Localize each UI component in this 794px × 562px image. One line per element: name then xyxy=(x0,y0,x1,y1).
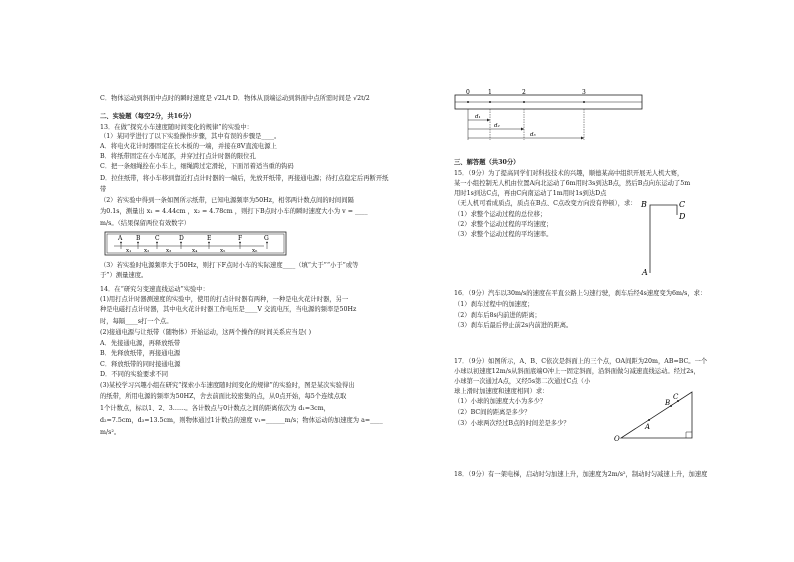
q15-question-1: （1）求整个运动过程的总位移； xyxy=(454,211,547,218)
section2-title: 二、实验题（每空2分，共16分） xyxy=(100,113,196,120)
incline-point-b xyxy=(670,405,672,407)
q17-line1: 17．（9分）如图所示，A、B、C依次是斜面上的三个点，OA间距为20m，AB=BC。一个 xyxy=(454,358,708,365)
q14-3-line5: m/s²。 xyxy=(100,429,121,436)
incline-point-a xyxy=(648,419,650,421)
ruler-d1: d₁ xyxy=(475,114,481,120)
path-label-b: B xyxy=(641,200,647,209)
path-label-c: C xyxy=(679,200,686,209)
tape-label-d: D xyxy=(179,235,184,242)
q13-sub2-line2: 为0.1s，测量出 x₁ = 4.44cm ，x₂ = 4.78cm ，则打下B点时小车的瞬时速度大小为 v = ____ xyxy=(100,208,368,215)
q18-line1: 18．（9分）有一架电梯，启动时匀加速上升，加速度为2m/s²，制动时匀减速上升，加速度 xyxy=(454,471,708,478)
tape-x6: x₆ xyxy=(252,248,258,254)
ruler-tape-figure xyxy=(454,88,644,146)
q13-option-a: A．将电火花计时器固定在长木板的一端，并接在8V直流电源上 xyxy=(100,143,277,150)
tape-label-a: A xyxy=(118,235,123,242)
q14-1-line2: 种是电磁打点计时器，其中电火花计时器工作电压是____V 交流电压，当电源的频率是50Hz xyxy=(100,306,357,313)
q13-option-b: B．将纸带固定在小车尾部，并穿过打点计时器的限位孔 xyxy=(100,153,256,160)
q14-2-option-c: C．释放纸带的同时接通电源 xyxy=(100,361,181,368)
q13-sub2-line1: （2）若实验中得到一条如图所示纸带，已知电源频率为50Hz，相邻两计数点间的时间间隔 xyxy=(100,197,354,204)
q15-line2: 某一小组控制无人机由位置A向北运动了6m用时3s到达B点，然后B点向东运动了5m xyxy=(454,180,691,187)
q15-line1: 15．（9分）为了提高同学们对科技技术的兴趣，顺德某高中组织开展无人机大赛， xyxy=(454,170,684,177)
q17-line2: 小球以初速度12m/s从斜面底端O冲上一固定斜面，沿斜面做匀减速直线运动。经过2s， xyxy=(454,368,700,375)
ruler-label-1: 1 xyxy=(488,89,492,96)
q13-sub1: （1）某同学进行了以下实验操作步骤，其中有误的步骤是____。 xyxy=(100,133,281,140)
q15-line3: 用时1s到达C点，再由C向南运动了1m用时1s到达D点 xyxy=(454,190,607,197)
q17-line3: 小球第一次通过A点，又经5s第二次通过C点（小 xyxy=(454,378,591,385)
ruler-dot-0 xyxy=(467,101,469,103)
q15-line4: （无人机可看成质点，质点在B点、C点改变方向没有停顿），求： xyxy=(454,200,637,207)
ruler-d3: d₃ xyxy=(530,132,536,138)
q13-sub2-line3: m/s。（结果保留两位有效数字） xyxy=(100,220,191,227)
tape-x3: x₃ xyxy=(166,248,172,254)
ruler-dot-2 xyxy=(523,101,525,103)
q13-stem: 13．在做“探究小车速度随时间变化的规律”的实验中： xyxy=(100,124,253,131)
tape-x1: x₁ xyxy=(126,248,132,254)
q13-option-d-line1: D．拉住纸带，将小车移到靠近打点计时器的一端后，先放开纸带，再接通电源；待打点稳定后再断开纸 xyxy=(100,175,389,182)
q17-line4: 球上滑时加速度和速度相同）求： xyxy=(454,388,549,395)
incline-triangle xyxy=(621,392,692,438)
ruler-label-0: 0 xyxy=(466,89,470,96)
incline-label-c: C xyxy=(673,393,679,401)
q13-option-c: C．把一条细绳拴在小车上，细绳跨过定滑轮，下面吊着适当重的钩码 xyxy=(100,163,294,170)
q15-question-3: （3）求整个运动过程的平均速率。 xyxy=(454,231,553,238)
q17-question-1: （1）小球的加速度大小为多少？ xyxy=(454,398,547,405)
tape-label-f: F xyxy=(238,235,243,242)
drone-path xyxy=(650,205,677,273)
q14-2-option-a: A．先接通电源，再释放纸带 xyxy=(100,340,181,347)
q13-option-d-line2: 带 xyxy=(100,186,107,193)
path-label-d: D xyxy=(679,212,686,221)
ruler-arrow-2 xyxy=(581,137,584,140)
tape-label-g: G xyxy=(264,235,269,242)
tape-x5: x₅ xyxy=(220,248,226,254)
q14-3-line1: (3)某校学习兴趣小组在研究“探索小车速度随时间变化的规律”的实验时，图是某次实验得出 xyxy=(100,382,355,389)
tape-label-c: C xyxy=(155,235,160,242)
ruler-dot-3 xyxy=(583,101,585,103)
incline-label-o: O xyxy=(614,435,620,443)
q17-question-3: （3）小球两次经过B点的时间差是多少？ xyxy=(454,420,570,427)
q13-sub3-line2: 于”）测量速度。 xyxy=(100,272,148,279)
q14-stem: 14．在“研究匀变速直线运动”实验中： xyxy=(100,286,209,293)
tape-x2: x₂ xyxy=(144,248,150,254)
ruler-d2: d₂ xyxy=(494,123,500,129)
path-label-a: A xyxy=(642,268,648,277)
q14-3-line3: 1个计数点，标以1、2、3……。各计数点与0计数点之间的距离依次为 d₁=3cm， xyxy=(100,405,330,412)
q16-line1: 16．（9分）汽车以30m/s的速度在平直公路上匀速行驶，刹车后经4s速度变为6m/s，求： xyxy=(454,290,707,297)
drone-path-figure xyxy=(639,197,687,277)
paper-tape-figure xyxy=(104,230,289,257)
ruler-arrow-1 xyxy=(521,128,524,131)
tape-x4: x₄ xyxy=(192,248,198,254)
q14-1-line3: 时，每隔____s打一个点。 xyxy=(100,318,173,325)
incline-label-b: B xyxy=(665,399,671,407)
q14-3-line2: 的纸带，所用电源的频率为50HZ，舍去前面比较密集的点，从0点开始，每5个连续点取 xyxy=(100,393,347,400)
incline-label-a: A xyxy=(645,423,651,431)
incline-figure xyxy=(614,382,696,444)
q16-question-3: （3）刹车后最后停止前2s内前进的距离。 xyxy=(454,322,573,329)
q14-2-option-d: D．不同的实验要求不同 xyxy=(100,371,169,378)
q12-option-cd: C．物体运动到斜面中点时的瞬时速度是 √2L/t D．物体从顶端运动到斜面中点所需时间是 √2t/2 xyxy=(100,95,370,102)
section3-title: 三、解答题（共30分） xyxy=(454,159,520,166)
ruler-dot-1 xyxy=(489,101,491,103)
q14-1-line1: (1)用打点计时器测速度的实验中，使用的打点计时器有两种，一种是电火花计时器，另一 xyxy=(100,296,349,303)
tape-label-e: E xyxy=(207,235,212,242)
q15-question-2: （2）求整个运动过程的平均速度； xyxy=(454,221,553,228)
q13-sub3-line1: （3）若实验时电源频率大于50Hz，则打下F点时小车的实际速度____（填“大于”“小于”或等 xyxy=(100,262,359,269)
q16-question-2: （2）刹车后8s内前进的距离； xyxy=(454,312,541,319)
right-angle-mark xyxy=(686,432,692,438)
q17-question-2: （2）BC间的距离是多少？ xyxy=(454,409,531,416)
ruler-arrow-0 xyxy=(487,119,490,122)
q14-2-option-b: B．先释放纸带，再接通电源 xyxy=(100,350,181,357)
q14-3-line4: d₂=7.5cm，d₃=13.5cm，则物体通过1计数点的速度 v₁=______m/s；物体运动的加速度为 a=____ xyxy=(100,417,383,424)
q14-2-stem: (2)接通电源与让纸带（随物体）开始运动，这两个操作的时间关系应当是( ) xyxy=(100,329,312,336)
q16-question-1: （1）刹车过程中的加速度； xyxy=(454,301,534,308)
ruler-label-3: 3 xyxy=(582,89,586,96)
tape-label-b: B xyxy=(136,235,141,242)
ruler-label-2: 2 xyxy=(522,89,526,96)
